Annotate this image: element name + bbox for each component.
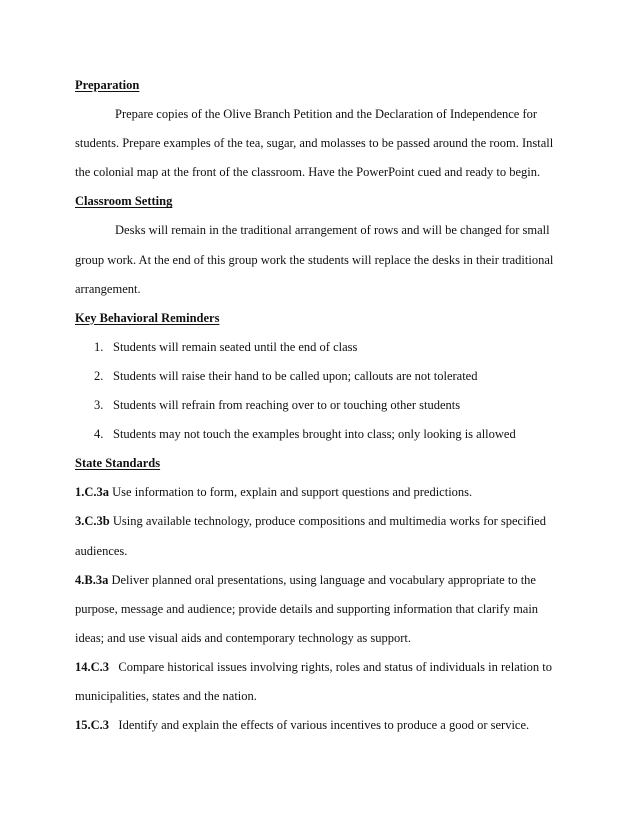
standard-code: 14.C.3 [75,659,110,674]
list-number: 1. [94,339,104,354]
list-item-text: Students will raise their hand to be called upon; callouts are not tolerated [113,368,478,383]
standard-code: 15.C.3 [75,718,110,733]
list-item [75,362,563,391]
preparation-line: Prepare copies of the Olive Branch Petition and the Declaration of Independence for [115,107,538,122]
standard-text: Identify and explain the effects of various incentives to produce a good or service. [109,718,530,733]
standard-entry [75,653,563,682]
list-number: 3. [94,398,104,413]
classroom-setting-line: arrangement. [75,281,141,296]
standard-code: 1.C.3a [75,485,110,500]
list-number: 4. [94,427,104,442]
standard-continuation: audiences. [75,543,128,558]
standard-text: Compare historical issues involving rights, roles and status of individuals in relation to [109,659,553,674]
list-item [75,420,563,449]
standard-entry [75,478,563,507]
preparation-heading: Preparation [75,78,140,92]
standard-entry [75,507,563,536]
list-number: 2. [94,368,104,383]
list-item [75,391,563,420]
standard-text: Deliver planned oral presentations, using language and vocabulary appropriate to the [108,572,536,587]
standard-continuation: ideas; and use visual aids and contemporary technology as support. [75,630,412,645]
preparation-line: students. Prepare examples of the tea, sugar, and molasses to be passed around the room. Install [75,136,554,151]
list-item [75,333,563,362]
classroom-setting-line: Desks will remain in the traditional arrangement of rows and will be changed for small [115,223,550,238]
list-item-text: Students will remain seated until the end of class [113,339,358,354]
behavioral-reminders-heading: Key Behavioral Reminders [75,310,220,325]
classroom-setting-line: group work. At the end of this group work the students will replace the desks in their traditional [75,252,554,267]
standard-entry [75,711,563,740]
list-item-text: Students will refrain from reaching over to or touching other students [113,398,461,413]
state-standards-heading: State Standards [75,456,161,471]
preparation-line: the colonial map at the front of the classroom. Have the PowerPoint cued and ready to begin. [75,165,541,180]
standard-text: Using available technology, produce compositions and multimedia works for specified [109,514,546,529]
standard-continuation: purpose, message and audience; provide details and supporting information that clarify main [75,601,539,616]
standard-text: Use information to form, explain and support questions and predictions. [109,485,473,500]
document-body [75,71,563,740]
standard-code: 4.B.3a [75,572,109,587]
classroom-setting-heading: Classroom Setting [75,194,173,209]
standard-continuation: municipalities, states and the nation. [75,688,257,703]
list-item-text: Students may not touch the examples brought into class; only looking is allowed [113,427,516,442]
behavioral-reminders-list [75,333,563,449]
standard-code: 3.C.3b [75,514,110,529]
standard-entry [75,566,563,595]
